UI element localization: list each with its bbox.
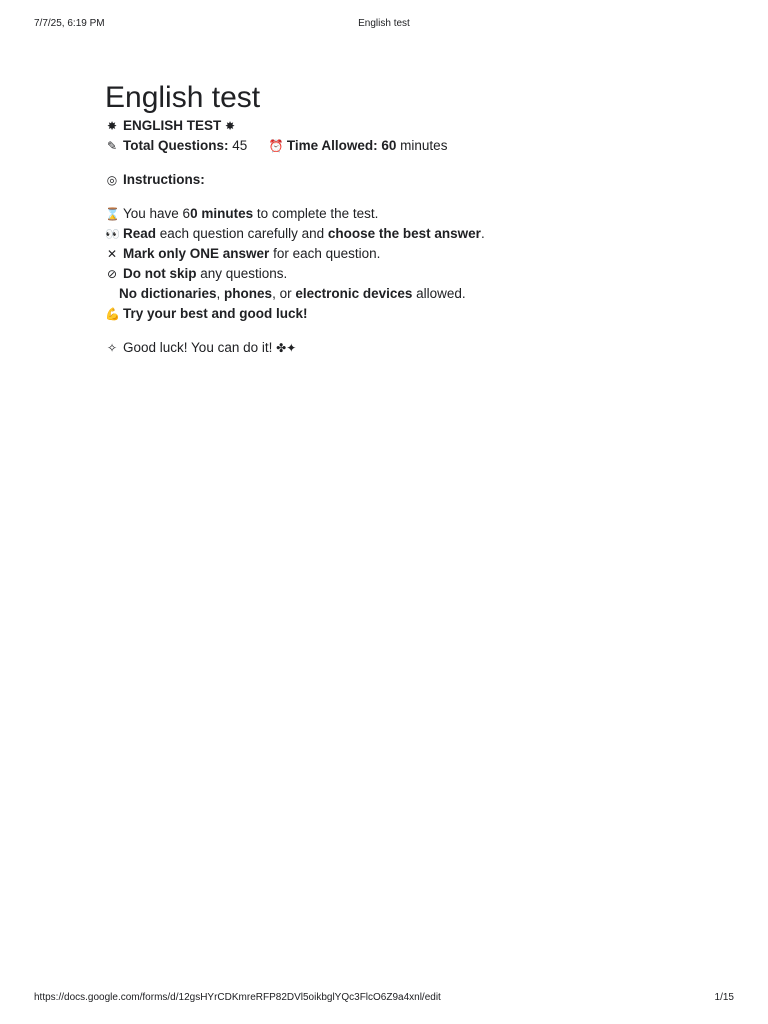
sparkles-icon: ✦ (286, 341, 297, 355)
instruction-time-text: You have 6 (123, 206, 191, 221)
time-unit: minutes (400, 138, 448, 153)
four-leaf-clover-icon: ✤ (276, 341, 287, 355)
instruction-mark-text: for each question. (269, 246, 381, 261)
instruction-devices-bold-3: electronic devices (295, 286, 413, 301)
instructions-label: Instructions: (123, 172, 205, 187)
prohibited-icon: ⊘ (106, 267, 118, 281)
instruction-devices-text: allowed. (412, 286, 466, 301)
print-footer (34, 992, 734, 1006)
instruction-skip-bold: Do not skip (123, 266, 197, 281)
memo-icon: ✎ (106, 139, 118, 153)
flexed-biceps-icon: 💪 (105, 307, 120, 321)
time-value: 60 (381, 138, 397, 153)
print-datetime: 7/7/25, 6:19 PM (34, 18, 105, 29)
instruction-read-post: . (480, 226, 485, 241)
instruction-time (105, 204, 705, 224)
instruction-devices-bold-2: phones (224, 286, 273, 301)
questions-label: Total Questions: (123, 138, 229, 153)
print-doc-title: English test (358, 18, 410, 29)
star-burst-icon: ✸ (106, 119, 118, 133)
star-burst-icon: ✸ (225, 119, 236, 133)
instruction-mark (105, 244, 705, 264)
instruction-devices-sep-1: , (216, 286, 225, 301)
eyes-icon: 👀 (105, 227, 120, 241)
subtitle-text: ENGLISH TEST (123, 118, 222, 133)
print-url: https://docs.google.com/forms/d/12gsHYrCDKmreRFP82DVl5oikbglYQc3FlcO6Z9a4xnl/edit (34, 992, 441, 1003)
instruction-read-text: each question carefully and (156, 226, 328, 241)
instruction-devices-bold-1: No dictionaries (119, 286, 217, 301)
cross-mark-icon: ✕ (106, 247, 118, 261)
print-page-number: 1/15 (714, 992, 734, 1003)
magic-wand-icon: ✧ (106, 341, 118, 355)
instruction-devices-sep-2: , or (272, 286, 296, 301)
form-subtitle (105, 116, 705, 136)
alarm-clock-icon: ⏰ (268, 139, 284, 153)
hourglass-icon: ⌛ (105, 207, 120, 221)
target-icon: ◎ (106, 173, 118, 187)
instruction-best-bold: Try your best and good luck! (123, 306, 308, 321)
form-meta (105, 136, 705, 156)
instruction-time-post: to complete the test. (253, 206, 379, 221)
instruction-mark-bold: Mark only ONE answer (123, 246, 270, 261)
instruction-read-bold: Read (123, 226, 157, 241)
instruction-time-bold: 0 minutes (190, 206, 254, 221)
time-label: Time Allowed: (286, 138, 378, 153)
questions-value: 45 (232, 138, 248, 153)
form-title: English test (105, 81, 261, 114)
instruction-best (105, 304, 705, 324)
closing-text: Good luck! You can do it! (123, 340, 273, 355)
form-content (105, 80, 705, 358)
instruction-read (105, 224, 705, 244)
print-header (34, 18, 734, 32)
instruction-devices (105, 284, 705, 304)
instructions-heading (105, 170, 705, 190)
instruction-skip-text: any questions. (196, 266, 288, 281)
instruction-read-bold-2: choose the best answer (327, 226, 481, 241)
closing-line (105, 338, 705, 358)
instruction-skip (105, 264, 705, 284)
